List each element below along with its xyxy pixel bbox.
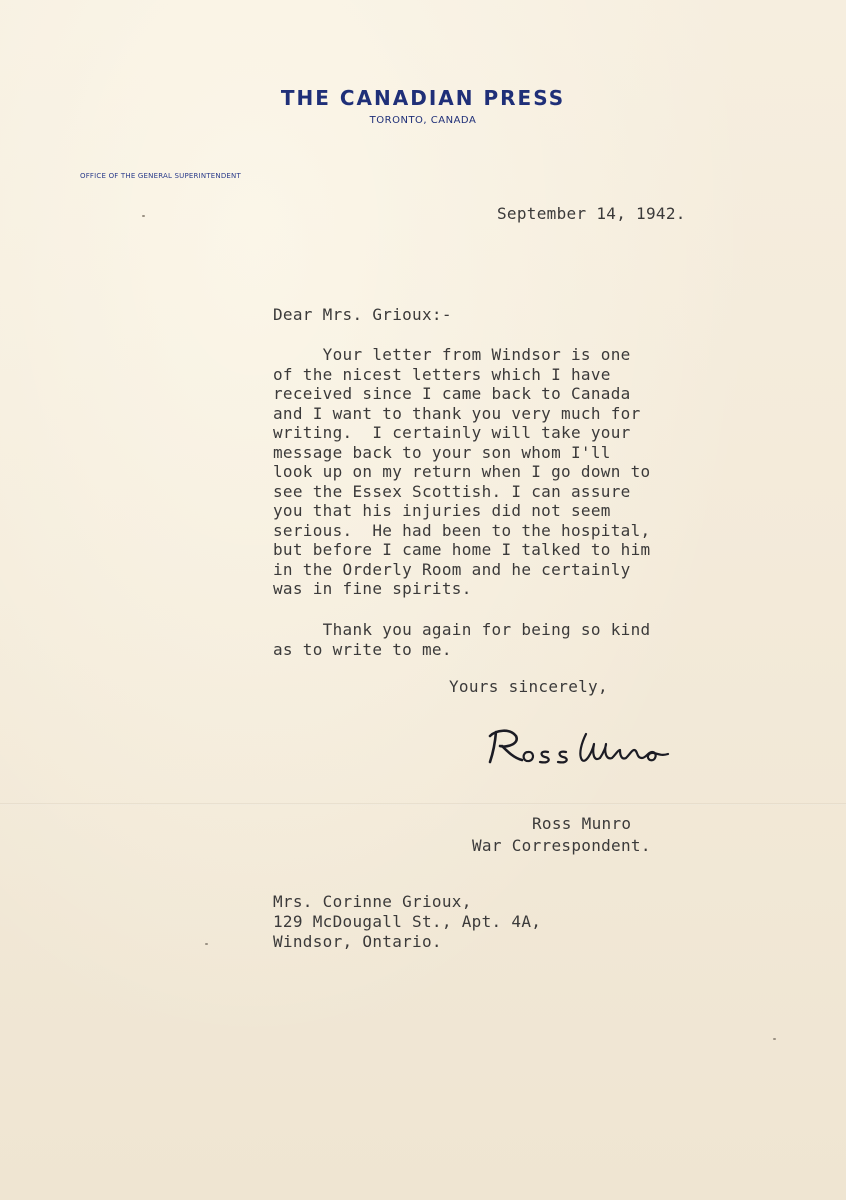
- body-line: you that his injuries did not seem: [273, 501, 611, 520]
- body-line: and I want to thank you very much for: [273, 403, 641, 423]
- letter-body: [273, 345, 650, 599]
- body-line: serious. He had been to the hospital,: [273, 520, 651, 540]
- body-line: Your letter from Windsor is one: [273, 345, 631, 364]
- body-line: of the nicest letters which I have: [273, 364, 611, 384]
- address-line: Mrs. Corinne Grioux,: [273, 892, 472, 911]
- letterhead-organization: THE CANADIAN PRESS: [280, 86, 566, 110]
- letter-sign-off: Yours sincerely,: [449, 677, 608, 696]
- letterhead-location: TORONTO, CANADA: [369, 115, 477, 126]
- handwritten-signature: [482, 722, 692, 772]
- letter-date: September 14, 1942.: [497, 204, 686, 223]
- address-line: Windsor, Ontario.: [273, 932, 442, 951]
- signer-name: Ross Munro: [532, 814, 632, 833]
- body-line: but before I came home I talked to him: [273, 540, 651, 559]
- body-line: see the Essex Scottish. I can assure: [273, 481, 631, 501]
- paper-fold-line: [0, 803, 846, 805]
- letter-closing-paragraph: [273, 620, 650, 660]
- body-line: was in fine spirits.: [273, 579, 472, 598]
- letter-salutation: Dear Mrs. Grioux:-: [273, 305, 452, 324]
- signer-title: War Correspondent.: [472, 836, 651, 855]
- recipient-address: [273, 892, 541, 952]
- closing-line: as to write to me.: [273, 640, 452, 659]
- closing-line: Thank you again for being so kind: [273, 620, 651, 639]
- letterhead-office: OFFICE OF THE GENERAL SUPERINTENDENT: [80, 172, 241, 180]
- body-line: look up on my return when I go down to: [273, 462, 651, 481]
- body-line: in the Orderly Room and he certainly: [273, 559, 631, 579]
- body-line: message back to your son whom I'll: [273, 442, 611, 462]
- body-line: writing. I certainly will take your: [273, 423, 631, 442]
- address-line: 129 McDougall St., Apt. 4A,: [273, 912, 542, 931]
- signer-block: [472, 813, 651, 857]
- paper-speck: [142, 215, 145, 217]
- body-line: received since I came back to Canada: [273, 384, 631, 403]
- paper-speck: [205, 943, 208, 945]
- paper-speck: [773, 1038, 776, 1040]
